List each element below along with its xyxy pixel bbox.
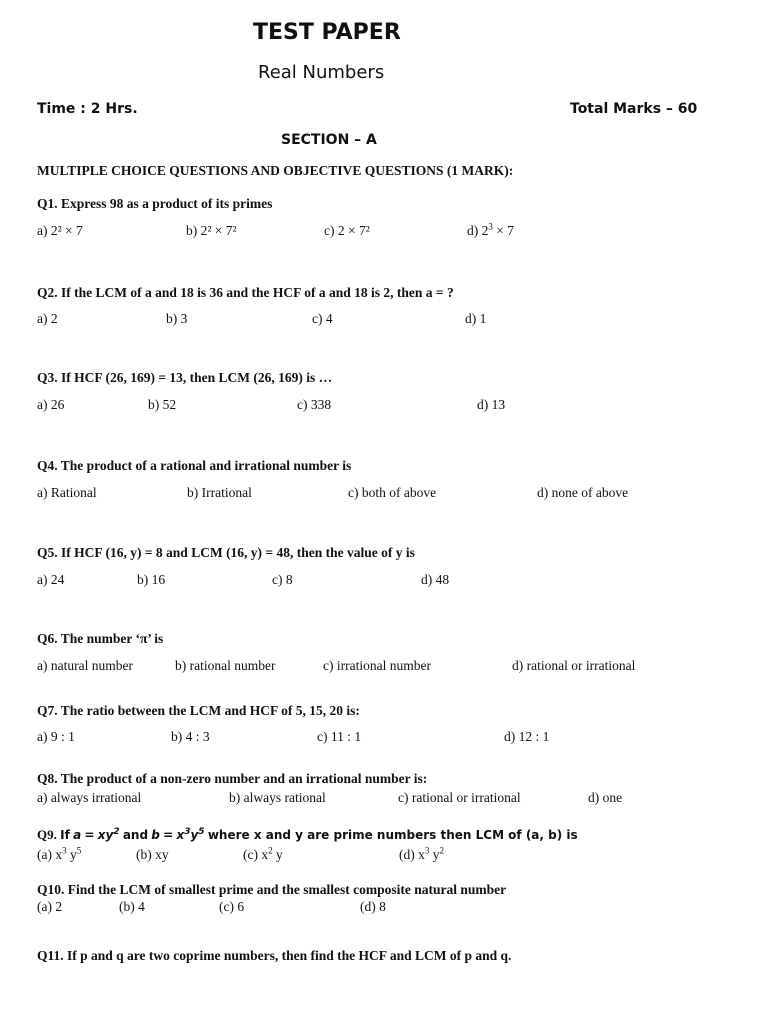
question-text: Q7. The ratio between the LCM and HCF of 5, 15, 20 is:: [37, 703, 360, 718]
option-a: (a) 2: [37, 899, 63, 914]
option-b: (b) 4: [119, 899, 145, 914]
question-text: Q10. Find the LCM of smallest prime and the smallest composite natural number: [37, 882, 507, 897]
option-b: b) 52: [148, 397, 177, 412]
option-a: a) 24: [37, 572, 65, 587]
option-c: c) irrational number: [323, 658, 431, 673]
option-c: c) 8: [272, 572, 293, 587]
question-text: Q4. The product of a rational and irrational number is: [37, 458, 352, 473]
total-marks-label: Total Marks – 60: [570, 101, 698, 117]
option-a: a) always irrational: [37, 790, 142, 805]
option-d: d) 12 : 1: [504, 729, 550, 744]
option-c: c) 4: [312, 311, 333, 326]
section-heading: SECTION – A: [281, 132, 377, 148]
option-b: b) 2² × 7²: [186, 223, 237, 238]
option-a: a) Rational: [37, 485, 97, 500]
option-d: d) 48: [421, 572, 450, 587]
option-d: d) 13: [477, 397, 506, 412]
option-b: b) 3: [166, 311, 188, 326]
question-text: Q5. If HCF (16, y) = 8 and LCM (16, y) = 48, then the value of y is: [37, 545, 415, 560]
page-title: TEST PAPER: [253, 20, 401, 45]
option-b: b) 16: [137, 572, 166, 587]
option-a: a) 9 : 1: [37, 729, 75, 744]
option-c: c) 338: [297, 397, 332, 412]
question-text: Q11. If p and q are two coprime numbers, then find the HCF and LCM of p and q.: [37, 948, 512, 963]
option-b: b) always rational: [229, 790, 326, 805]
option-c: (c) $x^2$ y: [243, 845, 283, 862]
option-b: (b) xy: [136, 847, 169, 862]
option-b: b) 4 : 3: [171, 729, 210, 744]
option-b: b) Irrational: [187, 485, 252, 500]
option-d: d) 1: [465, 311, 487, 326]
option-a: a) 26: [37, 397, 65, 412]
option-a: a) 2: [37, 311, 58, 326]
option-c: c) 2 × 7²: [324, 223, 370, 238]
option-d: d) rational or irrational: [512, 658, 636, 673]
option-c: (c) 6: [219, 899, 245, 914]
question-text: Q3. If HCF (26, 169) = 13, then LCM (26, 169) is …: [37, 370, 333, 385]
question-text: Q8. The product of a non-zero number and an irrational number is:: [37, 771, 428, 786]
option-d: d) one: [588, 790, 623, 805]
option-a: (a) $x^3$ $y^5$: [37, 845, 82, 862]
option-b: b) rational number: [175, 658, 276, 673]
instructions-heading: MULTIPLE CHOICE QUESTIONS AND OBJECTIVE QUESTIONS (1 MARK):: [37, 163, 514, 178]
option-d: d) none of above: [537, 485, 629, 500]
option-d: d) $2^3 \times 7$: [467, 221, 514, 238]
question-text: Q6. The number ‘π’ is: [37, 631, 164, 646]
option-a: a) natural number: [37, 658, 133, 673]
question-text: Q9. If $a = xy^2$ and $b = x^3y^5$ where x and y are prime numbers then LCM of (a, b) is: [37, 827, 578, 842]
question-text: Q1. Express 98 as a product of its primes: [37, 196, 273, 211]
option-d: (d) $x^3$ $y^2$: [399, 845, 444, 862]
option-c: c) 11 : 1: [317, 729, 362, 744]
option-c: c) rational or irrational: [398, 790, 521, 805]
page-subtitle: Real Numbers: [258, 62, 385, 83]
option-d: (d) 8: [360, 899, 386, 914]
option-c: c) both of above: [348, 485, 437, 500]
time-label: Time : 2 Hrs.: [37, 101, 138, 117]
option-a: a) 2² × 7: [37, 223, 83, 238]
question-text: Q2. If the LCM of a and 18 is 36 and the HCF of a and 18 is 2, then a = ?: [37, 285, 454, 300]
